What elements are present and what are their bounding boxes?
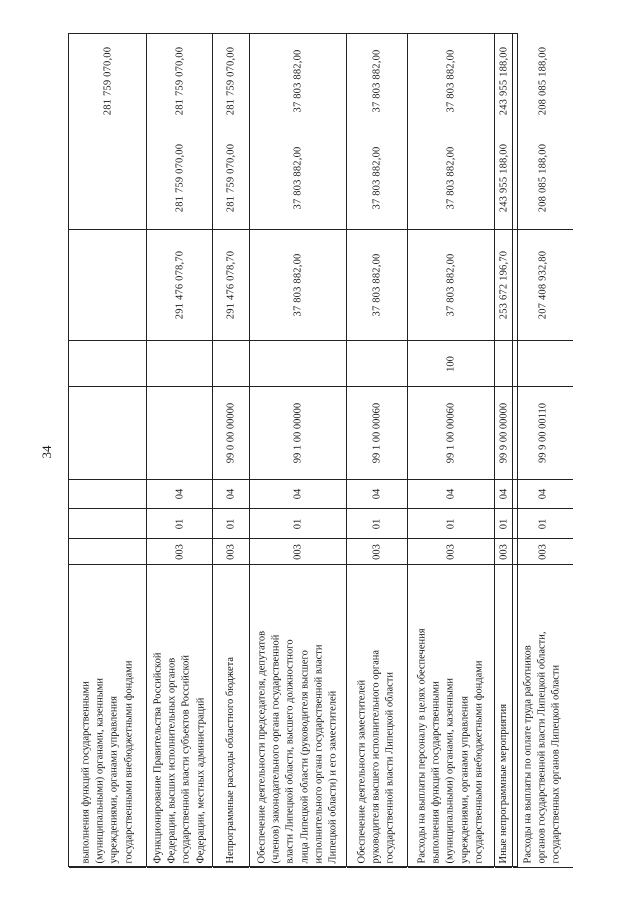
row-target: 99 1 00 00060 — [445, 402, 457, 464]
row-sum3-cell — [408, 34, 494, 127]
row-sum1-cell — [513, 230, 573, 341]
row-sum1-cell — [250, 230, 346, 341]
row-subsection: 04 — [174, 488, 185, 500]
row-sum3-cell — [213, 34, 249, 127]
row-sum2: 281 759 070,00 — [225, 143, 237, 213]
row-sum1-cell — [408, 230, 494, 341]
row-subsection-cell — [495, 480, 512, 509]
row-section: 01 — [537, 518, 549, 529]
row-admin-cell — [250, 539, 346, 565]
row-subsection-cell — [213, 480, 249, 509]
row-admin: 003 — [292, 543, 304, 560]
row-section-cell — [513, 509, 573, 539]
row-name-line: выполнения функций государственными — [430, 681, 442, 864]
budget-table — [68, 33, 563, 867]
row-target: 99 9 00 00000 — [498, 402, 509, 464]
table-row — [69, 34, 147, 866]
row-sum3-cell — [347, 34, 407, 127]
row-type-cell — [408, 341, 494, 387]
row-sum2: 37 803 882,00 — [371, 146, 383, 210]
row-section: 01 — [498, 518, 509, 529]
row-target-cell — [513, 387, 573, 480]
row-sum1-cell — [213, 230, 249, 341]
row-admin-cell — [495, 539, 512, 565]
row-sum1-cell — [347, 230, 407, 341]
row-subsection-cell — [250, 480, 346, 509]
table-row — [347, 34, 408, 866]
row-target: 99 0 00 00000 — [225, 402, 237, 464]
row-sum3-cell — [250, 34, 346, 127]
row-sum3: 281 759 070,00 — [102, 46, 113, 115]
row-admin: 003 — [445, 543, 457, 560]
row-subsection-cell — [408, 480, 494, 509]
row-sum2-cell — [347, 127, 407, 230]
row-type: 100 — [445, 355, 457, 372]
row-name-line: учреждениями, органами управления — [108, 696, 120, 864]
row-sum1: 253 672 196,70 — [498, 250, 509, 320]
table-row — [495, 34, 513, 866]
row-name-line: Липецкой области) и его заместителей — [327, 690, 339, 864]
row-name-line: лица Липецкой области (руководителя высшего — [299, 650, 310, 864]
row-name-line: государственными внебюджетными фондами — [122, 660, 134, 864]
row-target: 99 1 00 00000 — [292, 402, 304, 464]
row-name — [356, 569, 399, 864]
row-name-line: Обеспечение деятельности заместителей — [356, 679, 368, 864]
row-sum1: 207 408 932,80 — [537, 250, 549, 320]
row-name-line: (муниципальными) органами, казенными — [94, 677, 106, 864]
row-sum3: 281 759 070,00 — [225, 46, 237, 115]
row-section: 01 — [445, 518, 457, 529]
row-sum1: 291 476 078,70 — [174, 250, 185, 320]
row-type-cell — [495, 341, 512, 387]
row-name-line: Обеспечение деятельности председателя, депутатов — [256, 630, 268, 864]
row-sum3: 37 803 882,00 — [445, 49, 457, 112]
row-type-cell — [213, 341, 249, 387]
row-subsection-cell — [69, 480, 146, 509]
row-section-cell — [213, 509, 249, 539]
row-sum1-cell — [495, 230, 512, 341]
row-target-cell — [495, 387, 512, 480]
row-section-cell — [408, 509, 494, 539]
row-admin-cell — [69, 539, 146, 565]
row-admin: 003 — [174, 543, 185, 560]
row-target: 99 9 00 00110 — [537, 403, 549, 463]
row-admin: 003 — [371, 543, 383, 560]
row-section-cell — [250, 509, 346, 539]
row-name-cell — [213, 565, 249, 868]
row-name-line: Расходы на выплаты по оплате труда работников — [522, 645, 534, 864]
row-section-cell — [147, 509, 212, 539]
row-name-line: (членов) законодательного органа государственной — [270, 634, 282, 864]
row-sum2: 37 803 882,00 — [445, 146, 457, 210]
row-name — [224, 569, 238, 864]
row-sum2-cell — [408, 127, 494, 230]
page-number: 34 — [39, 445, 54, 459]
row-target-cell — [250, 387, 346, 480]
row-type-cell — [347, 341, 407, 387]
table-row — [213, 34, 250, 866]
row-subsection: 04 — [292, 488, 304, 500]
row-name — [79, 569, 136, 864]
table-row — [513, 34, 573, 866]
row-admin-cell — [213, 539, 249, 565]
row-name-line: органов государственной власти Липецкой области, — [536, 631, 548, 864]
row-target: 99 1 00 00060 — [371, 402, 383, 464]
row-target-cell — [347, 387, 407, 480]
row-name-line: Функционирование Правительства Российской — [152, 652, 164, 864]
row-admin-cell — [347, 539, 407, 565]
row-sum3: 208 085 188,00 — [537, 46, 549, 115]
row-sum1: 37 803 882,00 — [292, 253, 304, 317]
row-name-line: (муниципальными) органами, казенными — [444, 677, 456, 864]
row-name — [522, 569, 565, 864]
row-sum2: 243 955 188,00 — [498, 143, 509, 213]
table-row — [250, 34, 347, 866]
row-sum2-cell — [69, 127, 146, 230]
row-sum1: 291 476 078,70 — [225, 250, 237, 320]
row-type-cell — [250, 341, 346, 387]
row-subsection-cell — [347, 480, 407, 509]
row-sum3: 281 759 070,00 — [174, 46, 185, 115]
row-name-line: исполнительного органа государственной власти — [313, 644, 325, 864]
row-sum3: 37 803 882,00 — [292, 49, 304, 112]
row-section-cell — [69, 509, 146, 539]
row-sum2-cell — [495, 127, 512, 230]
row-name-line: руководителя высшего исполнительного органа — [370, 649, 382, 864]
row-name-cell — [513, 565, 573, 868]
row-name-line: Федерации, высших исполнительных органов — [166, 657, 178, 864]
row-target-cell — [147, 387, 212, 480]
row-admin-cell — [408, 539, 494, 565]
row-subsection: 04 — [225, 488, 237, 500]
row-section: 01 — [174, 518, 185, 529]
row-sum2-cell — [147, 127, 212, 230]
row-section-cell — [347, 509, 407, 539]
row-name — [416, 569, 487, 864]
row-sum2: 37 803 882,00 — [292, 146, 304, 210]
row-section-cell — [495, 509, 512, 539]
row-sum2: 281 759 070,00 — [174, 143, 185, 213]
row-target-cell — [408, 387, 494, 480]
row-target-cell — [213, 387, 249, 480]
row-target-cell — [69, 387, 146, 480]
row-sum1-cell — [147, 230, 212, 341]
row-name-line: учреждениями, органами управления — [459, 696, 471, 864]
row-name-line: государственных органов Липецкой области — [551, 664, 563, 864]
row-section: 01 — [292, 518, 304, 529]
row-sum1-cell — [69, 230, 146, 341]
row-sum3-cell — [513, 34, 573, 127]
row-admin: 003 — [225, 543, 237, 560]
row-name-line: выполнения функций государственными — [80, 681, 92, 864]
row-sum3: 37 803 882,00 — [371, 49, 383, 112]
row-type-cell — [147, 341, 212, 387]
row-type-cell — [69, 341, 146, 387]
row-subsection-cell — [513, 480, 573, 509]
row-admin: 003 — [498, 543, 509, 560]
row-sum3: 243 955 188,00 — [498, 46, 509, 115]
row-name-cell — [250, 565, 346, 868]
row-admin-cell — [147, 539, 212, 565]
row-sum1: 37 803 882,00 — [445, 253, 457, 317]
row-subsection: 04 — [445, 488, 457, 500]
row-name-line: Непрограммные расходы областного бюджета — [224, 657, 236, 864]
row-sum2-cell — [513, 127, 573, 230]
row-name — [496, 569, 510, 864]
row-subsection: 04 — [537, 488, 549, 500]
row-subsection: 04 — [498, 488, 509, 500]
row-name — [151, 569, 208, 864]
row-name-line: власти Липецкой области, высшего должностного — [284, 639, 296, 864]
row-name-line: Расходы на выплаты персоналу в целях обеспечения — [416, 628, 428, 864]
row-subsection: 04 — [371, 488, 383, 500]
row-name — [255, 569, 340, 864]
row-sum1: 37 803 882,00 — [371, 253, 383, 317]
table-row — [147, 34, 213, 866]
row-sum3-cell — [69, 34, 146, 127]
row-name-cell — [347, 565, 407, 868]
row-name-line: Федерации, местных администраций — [194, 697, 206, 864]
row-admin-cell — [513, 539, 573, 565]
row-name-cell — [495, 565, 512, 868]
row-name-line: государственными внебюджетными фондами — [473, 660, 485, 864]
row-name-cell — [147, 565, 212, 868]
row-section: 01 — [371, 518, 383, 529]
row-admin: 003 — [537, 543, 549, 560]
table-row — [408, 34, 495, 866]
row-type-cell — [513, 341, 573, 387]
row-sum2: 208 085 188,00 — [537, 143, 549, 213]
row-name-cell — [408, 565, 494, 868]
row-subsection-cell — [147, 480, 212, 509]
row-name-line: государственной власти Липецкой области — [385, 672, 397, 864]
row-sum2-cell — [213, 127, 249, 230]
row-sum2-cell — [250, 127, 346, 230]
row-name-cell — [69, 565, 146, 868]
row-name-line: Иные непрограммные мероприятия — [497, 703, 509, 864]
row-sum3-cell — [495, 34, 512, 127]
row-name-line: государственной власти субъектов Российской — [180, 655, 192, 864]
row-sum3-cell — [147, 34, 212, 127]
row-section: 01 — [225, 518, 237, 529]
